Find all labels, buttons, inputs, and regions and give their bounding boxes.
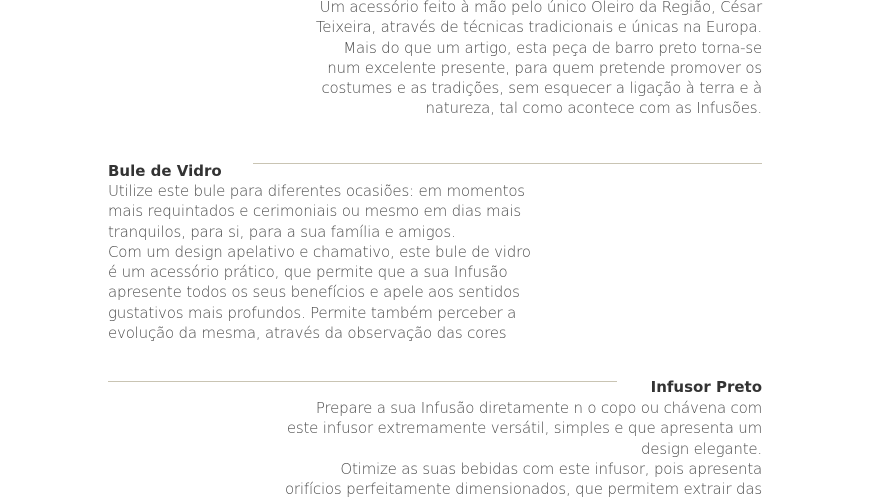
body-line: gustativos mais profundos. Permite também perceber a [108, 303, 517, 322]
intro-line: Um acessório feito à mão pelo único Oleiro da Região, César [319, 0, 762, 16]
body-line: evolução da mesma, através da observação das cores [108, 324, 507, 343]
intro-line: Mais do que um artigo, esta peça de barro preto torna-se [343, 38, 762, 57]
body-line: este infusor extremamente versátil, simples e que apresenta um [286, 419, 762, 438]
body-line: Otimize as suas bebidas com este infusor, pois apresenta [340, 459, 762, 478]
intro-line: natureza, tal como acontece com as Infusões. [425, 99, 762, 118]
intro-line: costumes e as tradições, sem esquecer a ligação à terra e à [321, 79, 762, 98]
body-line: é um acessório prático, que permite que a sua Infusão [108, 263, 508, 282]
intro-line: Teixeira, através de técnicas tradicionais e únicas na Europa. [315, 18, 762, 37]
intro-paragraph [316, 0, 762, 119]
body-line: Com um design apelativo e chamativo, este bule de vidro [108, 242, 531, 261]
body-line: Utilize este bule para diferentes ocasiões: em momentos [108, 182, 525, 200]
body-line: design elegante. [640, 439, 762, 458]
body-line: Prepare a sua Infusão diretamente n o copo ou chávena com [315, 399, 762, 417]
section-divider [108, 381, 617, 382]
bule-de-vidro-paragraph [108, 181, 531, 343]
body-line: orifícios perfeitamente dimensionados, que permitem extrair das [284, 480, 762, 499]
body-line: apresente todos os seus benefícios e apele aos sentidos [108, 283, 520, 302]
intro-line: num excelente presente, para quem pretende promover os [327, 58, 762, 77]
body-line: mais requintados e cerimoniais ou mesmo em dias mais [108, 202, 522, 221]
infusor-preto-paragraph [285, 398, 762, 499]
section-title-bule-de-vidro: Bule de Vidro [108, 162, 222, 180]
body-line: tranquilos, para si, para a sua família e amigos. [108, 222, 456, 241]
section-title-infusor-preto: Infusor Preto [650, 378, 762, 396]
section-divider [253, 163, 762, 164]
